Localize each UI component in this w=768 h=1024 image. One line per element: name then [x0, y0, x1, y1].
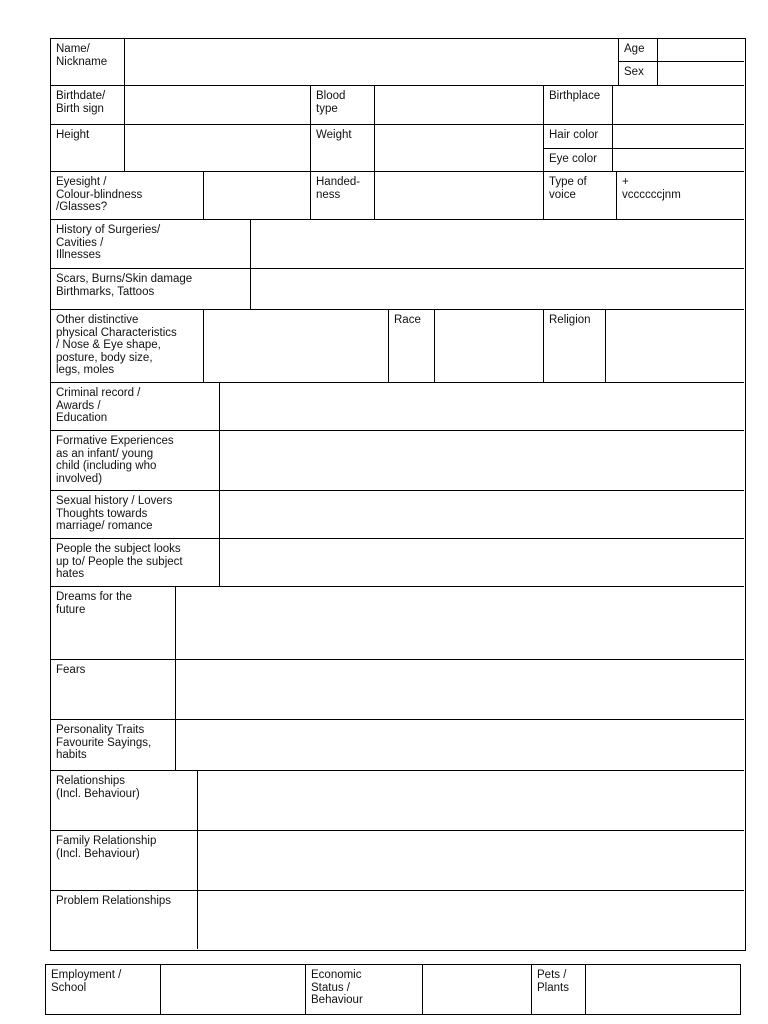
birthplace-label: Birthplace	[544, 86, 613, 125]
people-label: People the subject looks up to/ People the subject hates	[51, 539, 220, 587]
blood-type-field[interactable]	[375, 86, 544, 125]
surgeries-field[interactable]	[251, 220, 744, 269]
personality-field[interactable]	[176, 720, 744, 771]
sex-field[interactable]	[658, 62, 744, 86]
employment-field[interactable]	[161, 965, 306, 1014]
name-field[interactable]	[125, 39, 619, 86]
birthdate-label: Birthdate/ Birth sign	[51, 86, 125, 125]
type-of-voice-label: Type of voice	[544, 172, 617, 220]
hair-color-field[interactable]	[613, 125, 744, 149]
religion-label: Religion	[544, 310, 606, 383]
sexual-history-label: Sexual history / Lovers Thoughts towards marriage/ romance	[51, 491, 220, 539]
personality-label: Personality Traits Favourite Sayings, habits	[51, 720, 176, 771]
surgeries-label: History of Surgeries/ Cavities / Illnesses	[51, 220, 251, 269]
relationships-field[interactable]	[198, 771, 744, 831]
race-field[interactable]	[435, 310, 544, 383]
distinctive-field[interactable]	[204, 310, 389, 383]
dreams-field[interactable]	[176, 587, 744, 660]
bottom-form	[45, 964, 741, 1015]
sexual-history-field[interactable]	[220, 491, 744, 539]
birthplace-field[interactable]	[613, 86, 744, 125]
family-relationship-field[interactable]	[198, 831, 744, 891]
sex-label: Sex	[619, 62, 658, 86]
age-field[interactable]	[658, 39, 744, 62]
scars-label: Scars, Burns/Skin damage Birthmarks, Tattoos	[51, 269, 251, 310]
formative-field[interactable]	[220, 431, 744, 491]
weight-label: Weight	[311, 125, 375, 172]
type-of-voice-field[interactable]: + vccccccjnm	[617, 172, 744, 220]
pets-field[interactable]	[586, 965, 740, 1014]
eyesight-field[interactable]	[204, 172, 311, 220]
eye-color-label: Eye color	[544, 149, 613, 172]
handedness-field[interactable]	[375, 172, 544, 220]
scars-field[interactable]	[251, 269, 744, 310]
problem-relationships-label: Problem Relationships	[51, 891, 198, 949]
birthdate-field[interactable]	[125, 86, 311, 125]
blood-type-label: Blood type	[311, 86, 375, 125]
fears-label: Fears	[51, 660, 176, 720]
age-label: Age	[619, 39, 658, 62]
people-field[interactable]	[220, 539, 744, 587]
economic-status-field[interactable]	[423, 965, 532, 1014]
relationships-label: Relationships (Incl. Behaviour)	[51, 771, 198, 831]
hair-color-label: Hair color	[544, 125, 613, 149]
fears-field[interactable]	[176, 660, 744, 720]
criminal-field[interactable]	[220, 383, 744, 431]
religion-field[interactable]	[606, 310, 744, 383]
distinctive-label: Other distinctive physical Characteristics / Nose & Eye shape, posture, body size, legs, moles	[51, 310, 204, 383]
formative-label: Formative Experiences as an infant/ young child (including who involved)	[51, 431, 220, 491]
employment-label: Employment / School	[46, 965, 161, 1014]
eyesight-label: Eyesight / Colour-blindness /Glasses?	[51, 172, 204, 220]
criminal-label: Criminal record / Awards / Education	[51, 383, 220, 431]
name-label: Name/ Nickname	[51, 39, 125, 86]
family-relationship-label: Family Relationship (Incl. Behaviour)	[51, 831, 198, 891]
problem-relationships-field[interactable]	[198, 891, 744, 949]
height-label: Height	[51, 125, 125, 172]
economic-status-label: Economic Status / Behaviour	[306, 965, 423, 1014]
eye-color-field[interactable]	[613, 149, 744, 172]
dreams-label: Dreams for the future	[51, 587, 176, 660]
weight-field[interactable]	[375, 125, 544, 172]
height-field[interactable]	[125, 125, 311, 172]
race-label: Race	[389, 310, 435, 383]
main-form	[50, 38, 746, 951]
handedness-label: Handed- ness	[311, 172, 375, 220]
pets-label: Pets / Plants	[532, 965, 586, 1014]
